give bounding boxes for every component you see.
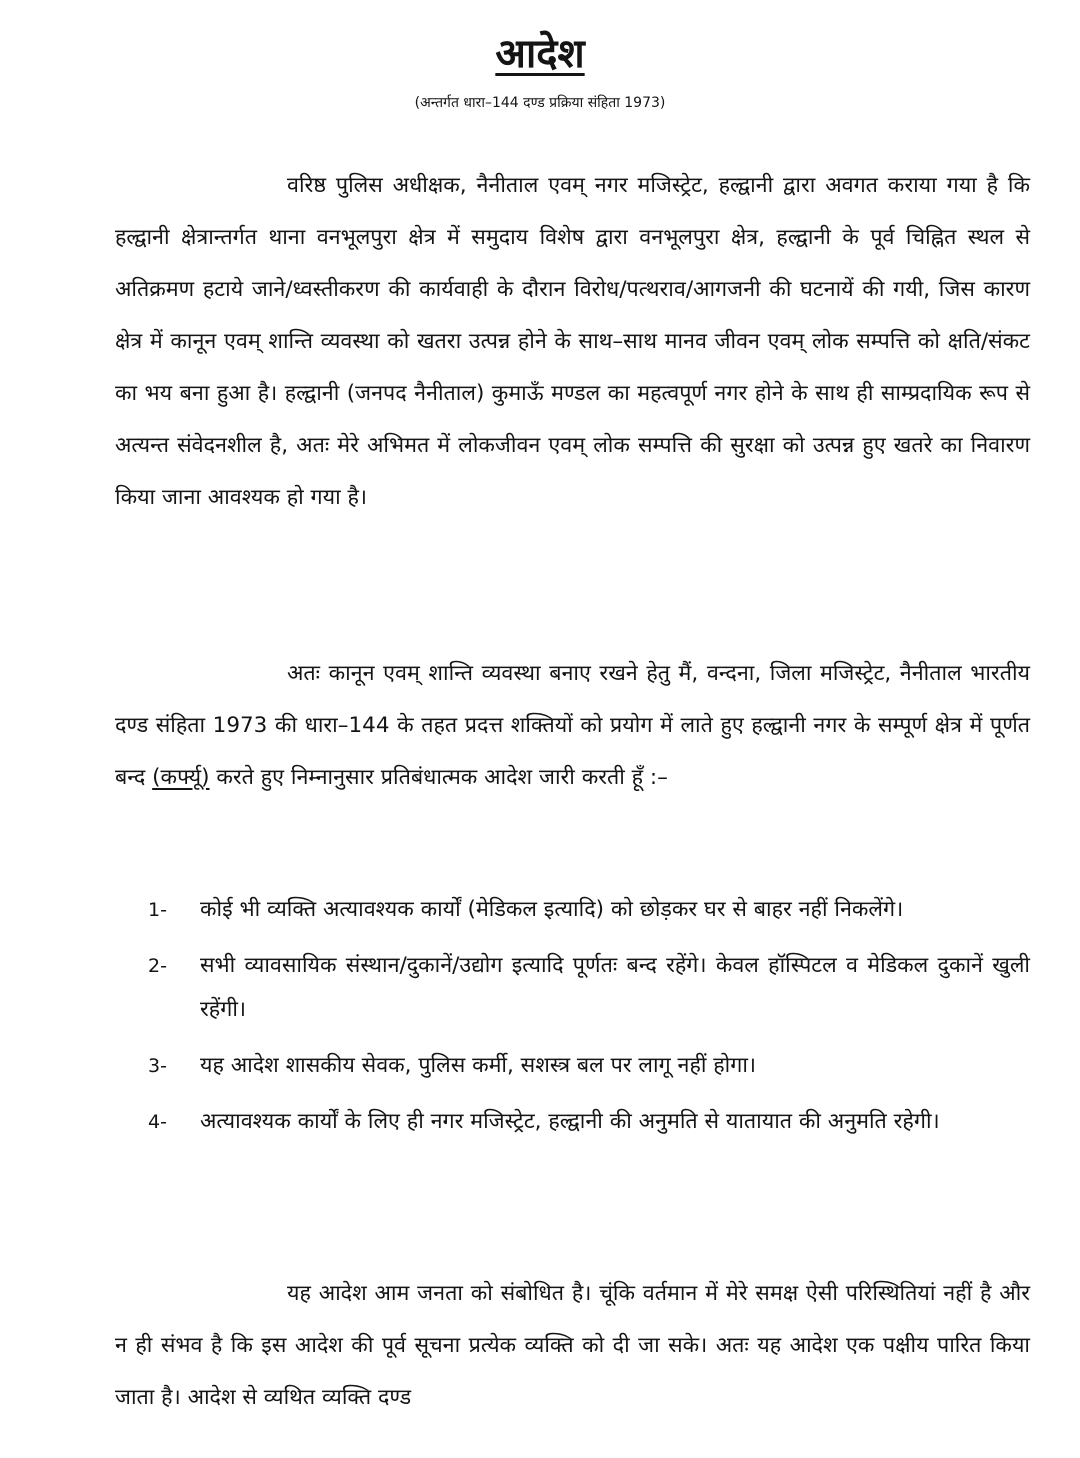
list-item-text: अत्यावश्यक कार्यों के लिए ही नगर मजिस्ट्रेट, हल्द्वानी की अनुमति से यातायात की अनुमति रहेगी।: [200, 1109, 940, 1134]
list-item-number: 3-: [148, 1055, 167, 1077]
document-subtitle: (अन्तर्गत धारा–144 दण्ड प्रक्रिया संहिता 1973): [414, 95, 666, 111]
list-item: [148, 944, 1030, 1032]
document-title-text: आदेश: [495, 31, 585, 77]
list-item: [148, 888, 1030, 932]
list-item-text: यह आदेश शासकीय सेवक, पुलिस कर्मी, सशस्त्र बल पर लागू नहीं होगा।: [200, 1053, 757, 1078]
paragraph-order-text-before: अतः कानून एवम् शान्ति व्यवस्था बनाए रखने हेतु मैं, वन्दना, जिला मजिस्ट्रेट, नैनीताल भारतीय दण्ड संहिता 1973 की धारा–144 के तहत प्रदत्त शक्तियों को प्रयोग में लाते हुए हल्द्वानी नगर के सम्पूर्ण क्षेत्र में पूर्णत बन्द: [115, 661, 1030, 790]
curfew-keyword: (कर्फ्यू): [152, 765, 210, 790]
paragraph-order-text-after: करते हुए निम्नानुसार प्रतिबंधात्मक आदेश जारी करती हूँ :–: [209, 765, 668, 790]
list-item-text: कोई भी व्यक्ति अत्यावश्यक कार्यों (मेडिकल इत्यादि) को छोड़कर घर से बाहर नहीं निकलेंगे।: [200, 897, 904, 922]
list-item-number: 1-: [148, 899, 167, 921]
order-items-list: [148, 888, 1030, 1156]
paragraph-order: [115, 648, 1030, 804]
list-item-number: 4-: [148, 1111, 167, 1133]
list-item-text: सभी व्यावसायिक संस्थान/दुकानें/उद्योग इत्यादि पूर्णतः बन्द रहेंगे। केवल हॉस्पिटल व मेडिकल दुकानें खुली रहेंगी।: [200, 953, 1030, 1022]
list-item: [148, 1100, 1030, 1144]
paragraph-intro: वरिष्ठ पुलिस अधीक्षक, नैनीताल एवम् नगर मजिस्ट्रेट, हल्द्वानी द्वारा अवगत कराया गया है कि हल्द्वानी क्षेत्रान्तर्गत थाना वनभूलपुरा क्षेत्र में समुदाय विशेष द्वारा वनभूलपुरा क्षेत्र, हल्द्वानी के पूर्व चिह्नित स्थल से अतिक्रमण हटाये जाने/ध्वस्तीकरण की कार्यवाही के दौरान विरोध/पत्थराव/आगजनी की घटनायें की गयी, जिस कारण क्षेत्र में कानून एवम् शान्ति व्यवस्था को खतरा उत्पन्न होने के साथ–साथ मानव जीवन एवम् लोक सम्पत्ति को क्षति/संकट का भय बना हुआ है। हल्द्वानी (जनपद नैनीताल) कुमाऊँ मण्डल का महत्वपूर्ण नगर होने के साथ ही साम्प्रदायिक रूप से अत्यन्त संवेदनशील है, अतः मेरे अभिमत में लोकजीवन एवम् लोक सम्पत्ति की सुरक्षा को उत्पन्न हुए खतरे का निवारण किया जाना आवश्यक हो गया है।: [115, 173, 1030, 510]
document-title: [0, 28, 1080, 80]
list-item-number: 2-: [148, 955, 167, 977]
paragraph-notice: यह आदेश आम जनता को संबोधित है। चूंकि वर्तमान में मेरे समक्ष ऐसी परिस्थितियां नहीं है और न ही संभव है कि इस आदेश की पूर्व सूचना प्रत्येक व्यक्ति को दी जा सके। अतः यह आदेश एक पक्षीय पारित किया जाता है। आदेश से व्यथित व्यक्ति दण्ड: [115, 1281, 1030, 1410]
list-item: [148, 1044, 1030, 1088]
